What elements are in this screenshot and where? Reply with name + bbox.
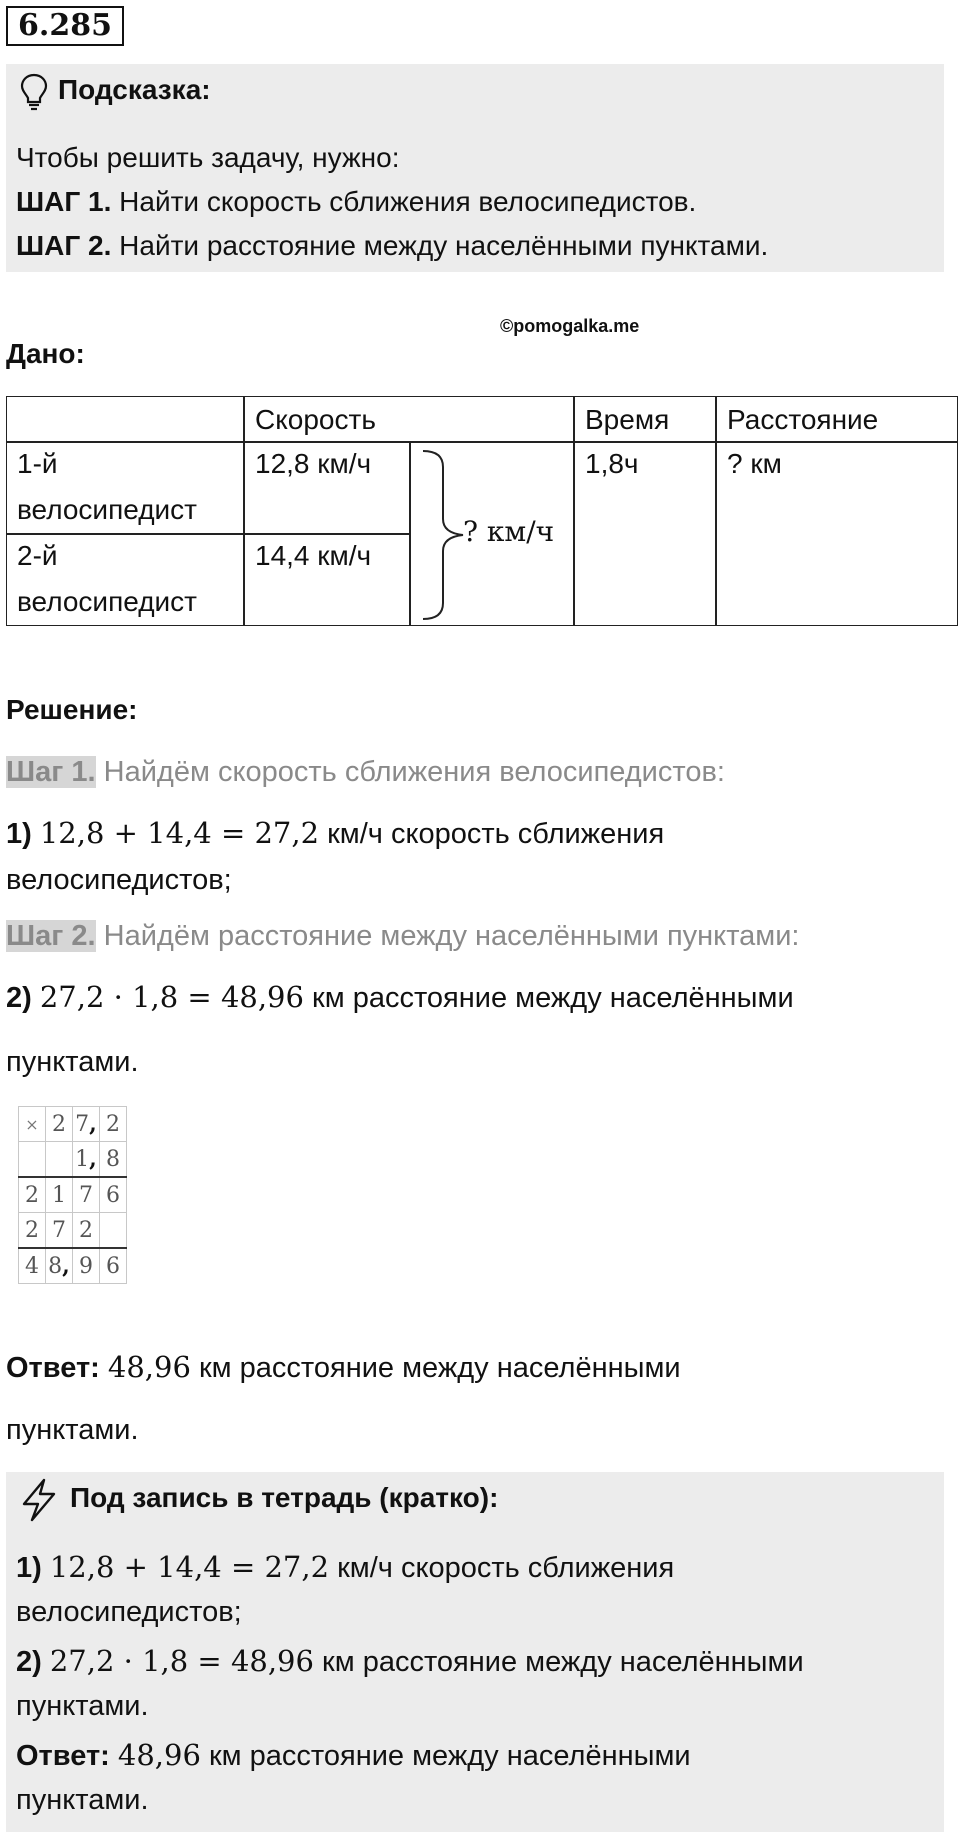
line-2-math: 27,2 · 1,8 = 48,96 [39,980,304,1014]
short-line-1-cont: велосипедистов; [16,1596,242,1628]
row1-name-line1: 1-й [17,448,58,479]
mult-digit: 2 [73,1213,100,1249]
decimal-comma: , [89,1111,97,1137]
row2-name-line1: 2-й [17,540,58,571]
hint-step-2-label: ШАГ 2. [16,230,112,261]
answer-line [6,1350,681,1385]
solution-title: Решение: [6,694,138,725]
mult-digit: 2 [100,1107,127,1142]
solution-line-1 [6,816,664,851]
short-line-1-math: 12,8 + 14,4 = 27,2 [49,1550,330,1584]
short-answer-math: 48,96 [117,1738,201,1772]
short-line-2-number: 2) [16,1646,42,1678]
mult-digit: 8, [46,1248,73,1284]
mult-digit: 1 [46,1177,73,1213]
solution-line-2-cont: пунктами. [6,1046,139,1078]
mult-digit [46,1142,73,1178]
short-answer-cont: пунктами. [16,1784,149,1816]
header-speed: Скорость [255,404,376,435]
lightbulb-icon [18,72,50,112]
row1-name-line2: велосипедист [17,494,197,525]
mult-digit: 2 [19,1177,46,1213]
mult-digit [19,1142,46,1178]
mult-digit [100,1213,127,1249]
mult-digit: 2 [46,1107,73,1142]
line-1-text: км/ч скорость сближения [319,818,665,850]
solution-line-1-cont: велосипедистов; [6,864,232,896]
decimal-comma: , [89,1146,97,1172]
short-notes-box [6,1472,944,1832]
short-title: Под запись в тетрадь (кратко): [70,1482,499,1513]
answer-math: 48,96 [107,1350,191,1384]
short-line-1 [16,1550,674,1585]
answer-label: Ответ: [6,1352,100,1384]
hint-step-1 [16,186,696,218]
hint-box [6,64,944,272]
short-line-2-cont: пунктами. [16,1690,149,1722]
hint-title: Подсказка: [58,74,211,105]
mult-digit: 4 [19,1248,46,1284]
step-1-label: Шаг 1. [6,756,96,788]
hint-step-2 [16,230,768,262]
mult-digit: 9 [73,1248,100,1284]
mult-digit: 7 [73,1177,100,1213]
short-answer [16,1738,691,1773]
short-answer-label: Ответ: [16,1740,110,1772]
solution-step-1 [6,756,725,789]
row2-name-line2: велосипедист [17,586,197,617]
short-line-2-text: км расстояние между населёнными [313,1646,804,1678]
step-2-label: Шаг 2. [6,920,96,952]
mult-digit: 1, [73,1142,100,1178]
answer-text: км расстояние между населёнными [190,1352,681,1384]
short-line-2-math: 27,2 · 1,8 = 48,96 [49,1644,314,1678]
hint-step-1-label: ШАГ 1. [16,186,112,217]
mult-digit: 6 [100,1248,127,1284]
answer-cont: пунктами. [6,1414,139,1446]
line-2-text: км расстояние между населёнными [303,982,794,1014]
row1-speed: 12,8 км/ч [255,448,372,479]
solution-step-2 [6,920,799,953]
mult-digit: 7 [46,1213,73,1249]
short-line-2 [16,1644,804,1679]
short-line-1-text: км/ч скорость сближения [329,1552,675,1584]
column-multiplication [18,1106,127,1284]
problem-number: 6.285 [6,6,124,46]
hint-intro: Чтобы решить задачу, нужно: [16,142,400,173]
combined-speed: ? км/ч [463,515,555,548]
line-1-number: 1) [6,818,32,850]
given-table [6,396,958,626]
short-answer-text: км расстояние между населёнными [200,1740,691,1772]
lightning-icon [18,1478,60,1522]
step-1-text: Найдём скорость сближения велосипедистов: [95,756,725,788]
header-time: Время [585,404,670,435]
solution-line-2 [6,980,794,1015]
given-title: Дано: [6,338,85,369]
short-line-1-number: 1) [16,1552,42,1584]
row1-distance: ? км [727,448,782,479]
mult-digit: 6 [100,1177,127,1213]
header-distance: Расстояние [727,404,879,435]
row1-time: 1,8ч [585,448,639,479]
mult-digit: 2 [19,1213,46,1249]
decimal-comma: , [62,1253,70,1279]
line-2-number: 2) [6,982,32,1014]
line-1-math: 12,8 + 14,4 = 27,2 [39,816,320,850]
mult-digit: 8 [100,1142,127,1178]
step-2-text: Найдём расстояние между населёнными пунктами: [95,920,800,952]
mult-digit: 7, [73,1107,100,1142]
copyright: ©pomogalka.me [500,316,640,336]
hint-step-1-text: Найти скорость сближения велосипедистов. [119,186,697,217]
hint-step-2-text: Найти расстояние между населёнными пунктами. [119,230,769,261]
row2-speed: 14,4 км/ч [255,540,372,571]
multiply-sign: × [19,1107,46,1142]
